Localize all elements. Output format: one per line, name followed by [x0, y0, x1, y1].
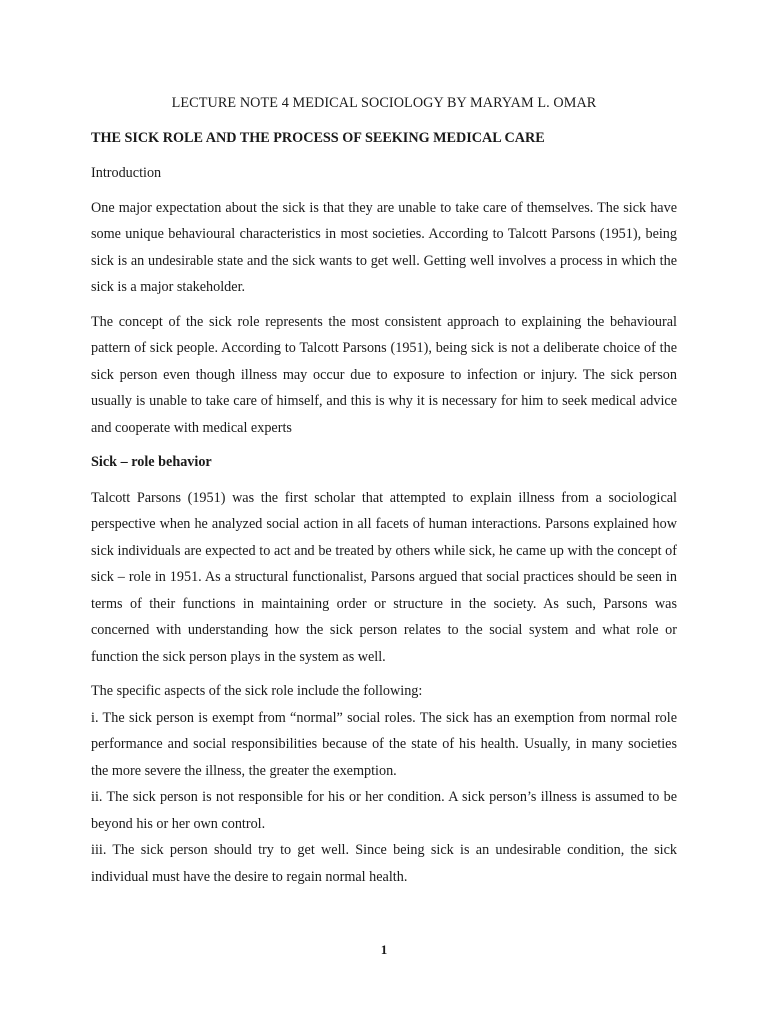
aspects-list — [91, 678, 677, 890]
list-item: i. The sick person is exempt from “normal” social roles. The sick has an exemption from normal role performance and social responsibilities because of the state of his health. Usually, in many societies the more severe the illness, the greater the exemption. — [91, 709, 677, 779]
list-item: ii. The sick person is not responsible for his or her condition. A sick person’s illness is assumed to be beyond his or her own control. — [91, 789, 677, 832]
page-number: 1 — [380, 942, 388, 957]
aspects-intro: The specific aspects of the sick role include the following: — [91, 683, 423, 699]
document-title: LECTURE NOTE 4 MEDICAL SOCIOLOGY BY MARYAM L. OMAR — [171, 95, 597, 111]
page-content — [91, 90, 677, 890]
sick-role-paragraph: Talcott Parsons (1951) was the first scholar that attempted to explain illness from a sociological perspective when he analyzed social action in all facets of human interactions. Parsons explained how sick individuals are expected to act and be treated by others while sick, he came up with the concept of sick – role in 1951. As a structural functionalist, Parsons argued that social practices should be seen in terms of their functions in maintaining order or structure in the society. As such, Parsons was concerned with understanding how the sick person relates to the social system and what role or function the sick person plays in the system as well. — [91, 489, 677, 665]
introduction-label: Introduction — [91, 165, 162, 181]
intro-paragraph: One major expectation about the sick is that they are unable to take care of themselves. The sick have some unique behavioural characteristics in most societies. According to Talcott Parsons (1951), being sick is an undesirable state and the sick wants to get well. Getting well involves a process in which the sick is a major stakeholder. — [91, 199, 677, 295]
section-heading: THE SICK ROLE AND THE PROCESS OF SEEKING MEDICAL CARE — [91, 129, 545, 146]
list-item: iii. The sick person should try to get well. Since being sick is an undesirable condition, the sick individual must have the desire to regain normal health. — [91, 842, 677, 885]
intro-paragraph: The concept of the sick role represents the most consistent approach to explaining the behavioural pattern of sick people. According to Talcott Parsons (1951), being sick is not a deliberate choice of the sick person even though illness may occur due to exposure to infection or injury. The sick person usually is unable to take care of himself, and this is why it is necessary for him to seek medical advice and cooperate with medical experts — [91, 313, 677, 436]
subheading-sick-role-behavior: Sick – role behavior — [91, 454, 212, 470]
